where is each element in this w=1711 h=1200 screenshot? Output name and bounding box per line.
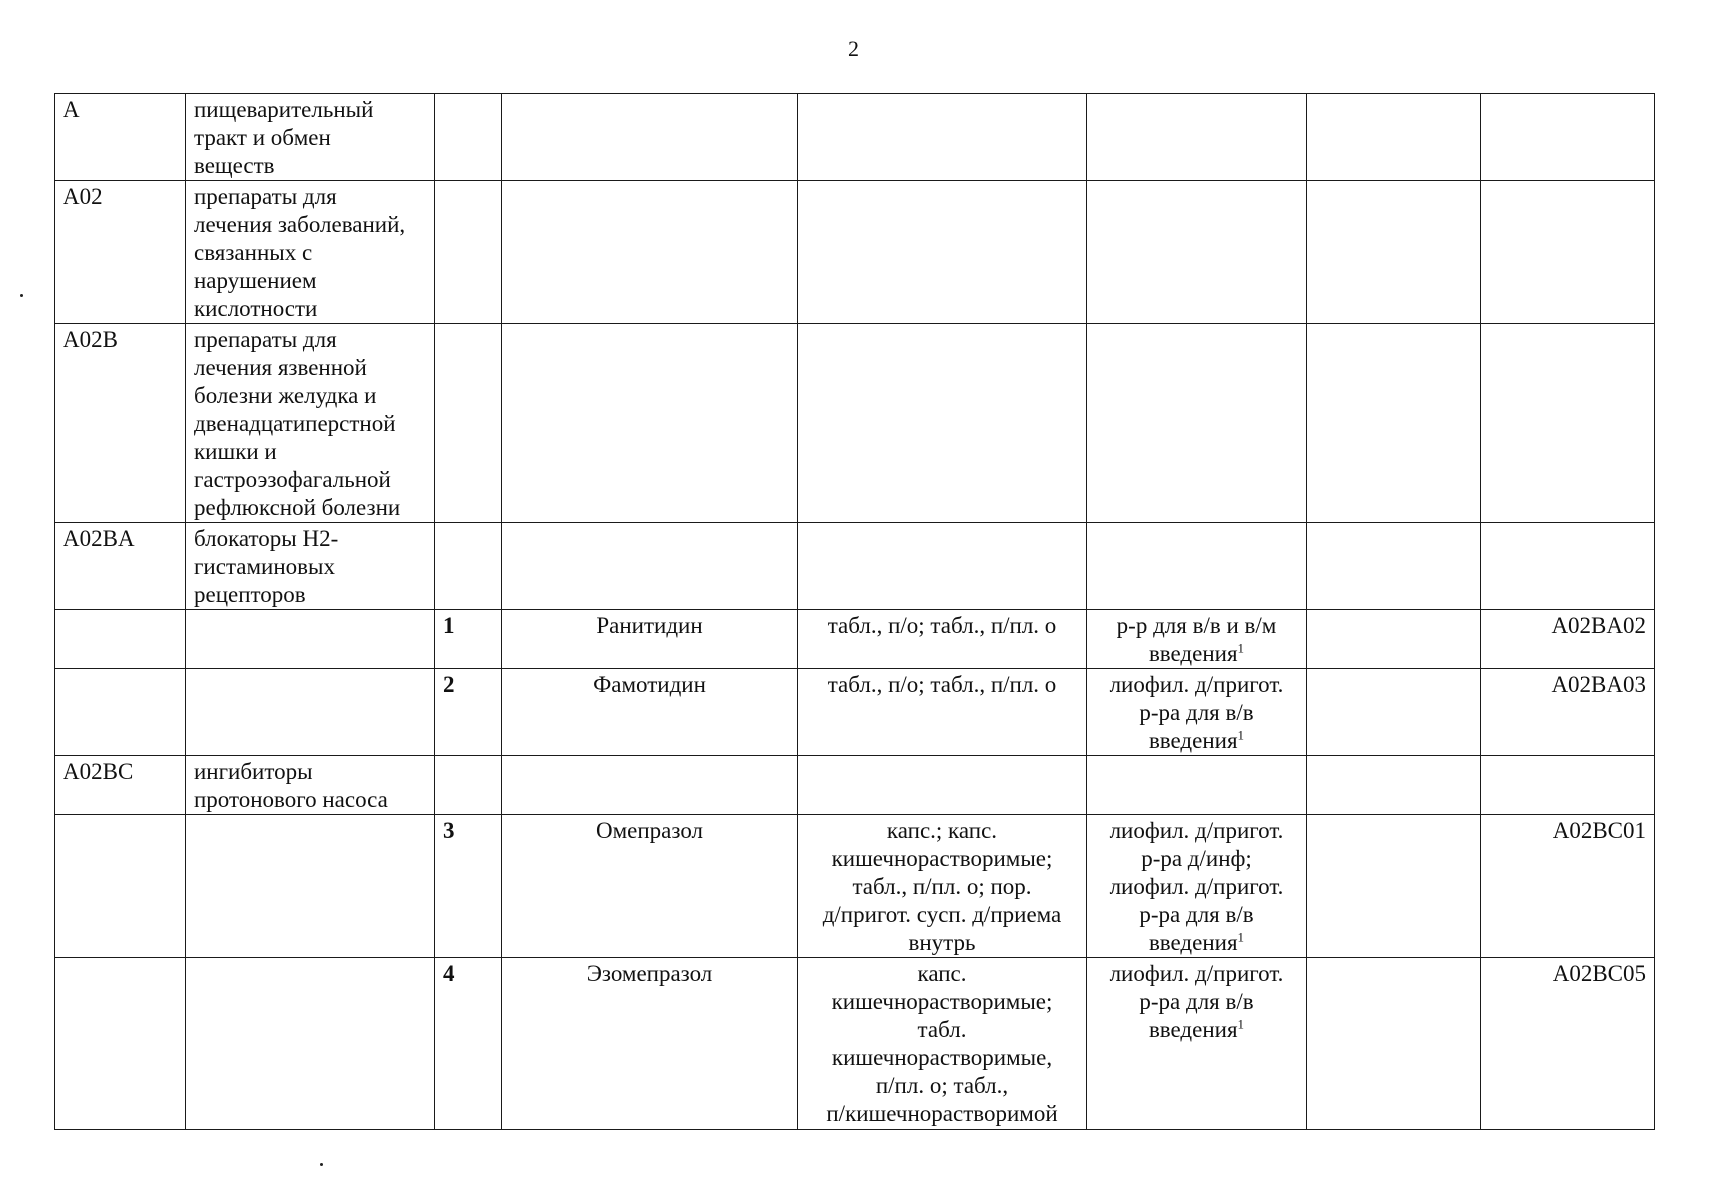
empty-cell xyxy=(1307,523,1481,610)
injection-form-line: лиофил. д/пригот. xyxy=(1109,818,1284,843)
atc-group-description xyxy=(186,181,435,324)
description-line: лечения заболеваний, xyxy=(194,212,406,237)
empty-cell xyxy=(55,958,186,1130)
empty-cell xyxy=(1307,610,1481,669)
description-line: тракт и обмен xyxy=(194,125,331,150)
table-row-group xyxy=(55,756,1655,815)
footnote-marker: 1 xyxy=(1237,1016,1245,1032)
oral-dosage-forms xyxy=(798,669,1087,756)
empty-cell xyxy=(186,610,435,669)
dosage-form-line: кишечнорастворимые; xyxy=(831,989,1053,1014)
empty-cell xyxy=(1307,958,1481,1130)
injection-dosage-forms xyxy=(1087,815,1307,958)
injection-form-line: р-ра для в/в xyxy=(1139,700,1254,725)
empty-cell xyxy=(798,756,1087,815)
drug-name: Эзомепразол xyxy=(502,958,798,1130)
empty-cell xyxy=(502,94,798,181)
injection-form-line: лиофил. д/пригот. xyxy=(1109,961,1284,986)
description-line: веществ xyxy=(194,153,275,178)
empty-cell xyxy=(435,756,502,815)
description-line: двенадцатиперстной xyxy=(194,411,396,436)
injection-dosage-forms xyxy=(1087,958,1307,1130)
atc-code: A02BC01 xyxy=(1481,815,1655,958)
drug-list-table xyxy=(54,93,1655,1130)
description-line: препараты для xyxy=(194,184,337,209)
empty-cell xyxy=(55,610,186,669)
dosage-form-line: п/пл. о; табл., xyxy=(875,1073,1009,1098)
empty-cell xyxy=(502,756,798,815)
description-line: препараты для xyxy=(194,327,337,352)
empty-cell xyxy=(1481,181,1655,324)
injection-form-line: р-ра для в/в xyxy=(1139,902,1254,927)
empty-cell xyxy=(502,324,798,523)
empty-cell xyxy=(798,181,1087,324)
table-row-group xyxy=(55,324,1655,523)
atc-group-description xyxy=(186,324,435,523)
empty-cell xyxy=(1481,94,1655,181)
empty-cell xyxy=(55,669,186,756)
description-line: рецепторов xyxy=(194,582,306,607)
description-line: связанных с xyxy=(194,240,313,265)
dosage-form-line: капс.; капс. xyxy=(886,818,998,843)
empty-cell xyxy=(1307,756,1481,815)
empty-cell xyxy=(435,94,502,181)
table-row-drug xyxy=(55,669,1655,756)
injection-form-line: введения$^1$ xyxy=(1148,1016,1245,1042)
empty-cell xyxy=(1307,181,1481,324)
table-body xyxy=(55,94,1655,1130)
empty-cell xyxy=(1087,181,1307,324)
footnote-marker: 1 xyxy=(1237,640,1245,656)
drug-number: 3 xyxy=(435,815,502,958)
empty-cell xyxy=(1481,324,1655,523)
description-line: ингибиторы xyxy=(194,759,313,784)
atc-group-code: A02B xyxy=(55,324,186,523)
atc-group-description xyxy=(186,523,435,610)
injection-form-line: введения$^1$ xyxy=(1148,727,1245,753)
empty-cell xyxy=(1087,523,1307,610)
empty-cell xyxy=(1481,523,1655,610)
injection-form-line: лиофил. д/пригот. xyxy=(1109,874,1284,899)
injection-form-line: р-р для в/в и в/м xyxy=(1116,613,1277,638)
description-line: гистаминовых xyxy=(194,554,335,579)
empty-cell xyxy=(435,324,502,523)
empty-cell xyxy=(798,94,1087,181)
dosage-form-line: табл., п/о; табл., п/пл. о xyxy=(827,613,1057,638)
description-line: блокаторы Н2- xyxy=(194,526,339,551)
empty-cell xyxy=(186,958,435,1130)
drug-number: 4 xyxy=(435,958,502,1130)
injection-form-line: введения$^1$ xyxy=(1148,929,1245,955)
empty-cell xyxy=(502,181,798,324)
injection-form-line: введения$^1$ xyxy=(1148,640,1245,666)
table-row-group xyxy=(55,94,1655,181)
injection-form-line: лиофил. д/пригот. xyxy=(1109,672,1284,697)
drug-name: Ранитидин xyxy=(502,610,798,669)
oral-dosage-forms xyxy=(798,610,1087,669)
page-number: 2 xyxy=(848,36,859,61)
table-row-drug xyxy=(55,610,1655,669)
atc-group-description xyxy=(186,94,435,181)
dosage-form-line: кишечнорастворимые; xyxy=(831,846,1053,871)
empty-cell xyxy=(1307,324,1481,523)
dosage-form-line: кишечнорастворимые, xyxy=(831,1045,1053,1070)
injection-dosage-forms xyxy=(1087,610,1307,669)
empty-cell xyxy=(186,669,435,756)
atc-code: A02BA03 xyxy=(1481,669,1655,756)
empty-cell xyxy=(1307,669,1481,756)
drug-name: Омепразол xyxy=(502,815,798,958)
table-row-drug xyxy=(55,958,1655,1130)
empty-cell xyxy=(502,523,798,610)
description-line: пищеварительный xyxy=(194,97,374,122)
table-row-group xyxy=(55,181,1655,324)
table-row-group xyxy=(55,523,1655,610)
empty-cell xyxy=(1087,324,1307,523)
empty-cell xyxy=(798,523,1087,610)
dosage-form-line: п/кишечнорастворимой xyxy=(826,1101,1058,1126)
empty-cell xyxy=(1087,94,1307,181)
empty-cell xyxy=(55,815,186,958)
description-line: нарушением xyxy=(194,268,317,293)
table-row-drug xyxy=(55,815,1655,958)
empty-cell xyxy=(435,523,502,610)
injection-form-line: р-ра д/инф; xyxy=(1141,846,1252,871)
description-line: протонового насоса xyxy=(194,787,388,812)
empty-cell xyxy=(1087,756,1307,815)
footnote-marker: 1 xyxy=(1237,929,1245,945)
oral-dosage-forms xyxy=(798,958,1087,1130)
injection-dosage-forms xyxy=(1087,669,1307,756)
atc-group-code: A02BA xyxy=(55,523,186,610)
atc-group-description xyxy=(186,756,435,815)
empty-cell xyxy=(186,815,435,958)
empty-cell xyxy=(1481,756,1655,815)
drug-number: 2 xyxy=(435,669,502,756)
description-line: кислотности xyxy=(194,296,318,321)
dosage-form-line: табл. xyxy=(917,1017,967,1042)
dosage-form-line: табл., п/о; табл., п/пл. о xyxy=(827,672,1057,697)
dosage-form-line: табл., п/пл. о; пор. xyxy=(852,874,1032,899)
description-line: рефлюксной болезни xyxy=(194,495,401,520)
description-line: кишки и xyxy=(194,439,277,464)
atc-group-code: A xyxy=(55,94,186,181)
atc-group-code: A02BC xyxy=(55,756,186,815)
drug-name: Фамотидин xyxy=(502,669,798,756)
atc-group-code: A02 xyxy=(55,181,186,324)
scan-speck xyxy=(20,294,23,297)
empty-cell xyxy=(435,181,502,324)
dosage-form-line: внутрь xyxy=(908,930,976,955)
description-line: болезни желудка и xyxy=(194,383,377,408)
description-line: гастроэзофагальной xyxy=(194,467,391,492)
atc-code: A02BC05 xyxy=(1481,958,1655,1130)
drug-number: 1 xyxy=(435,610,502,669)
empty-cell xyxy=(798,324,1087,523)
dosage-form-line: капс. xyxy=(917,961,967,986)
oral-dosage-forms xyxy=(798,815,1087,958)
atc-code: A02BA02 xyxy=(1481,610,1655,669)
empty-cell xyxy=(1307,815,1481,958)
description-line: лечения язвенной xyxy=(194,355,367,380)
footnote-marker: 1 xyxy=(1237,727,1245,743)
dosage-form-line: д/пригот. сусп. д/приема xyxy=(822,902,1062,927)
scan-speck xyxy=(320,1163,323,1166)
empty-cell xyxy=(1307,94,1481,181)
injection-form-line: р-ра для в/в xyxy=(1139,989,1254,1014)
